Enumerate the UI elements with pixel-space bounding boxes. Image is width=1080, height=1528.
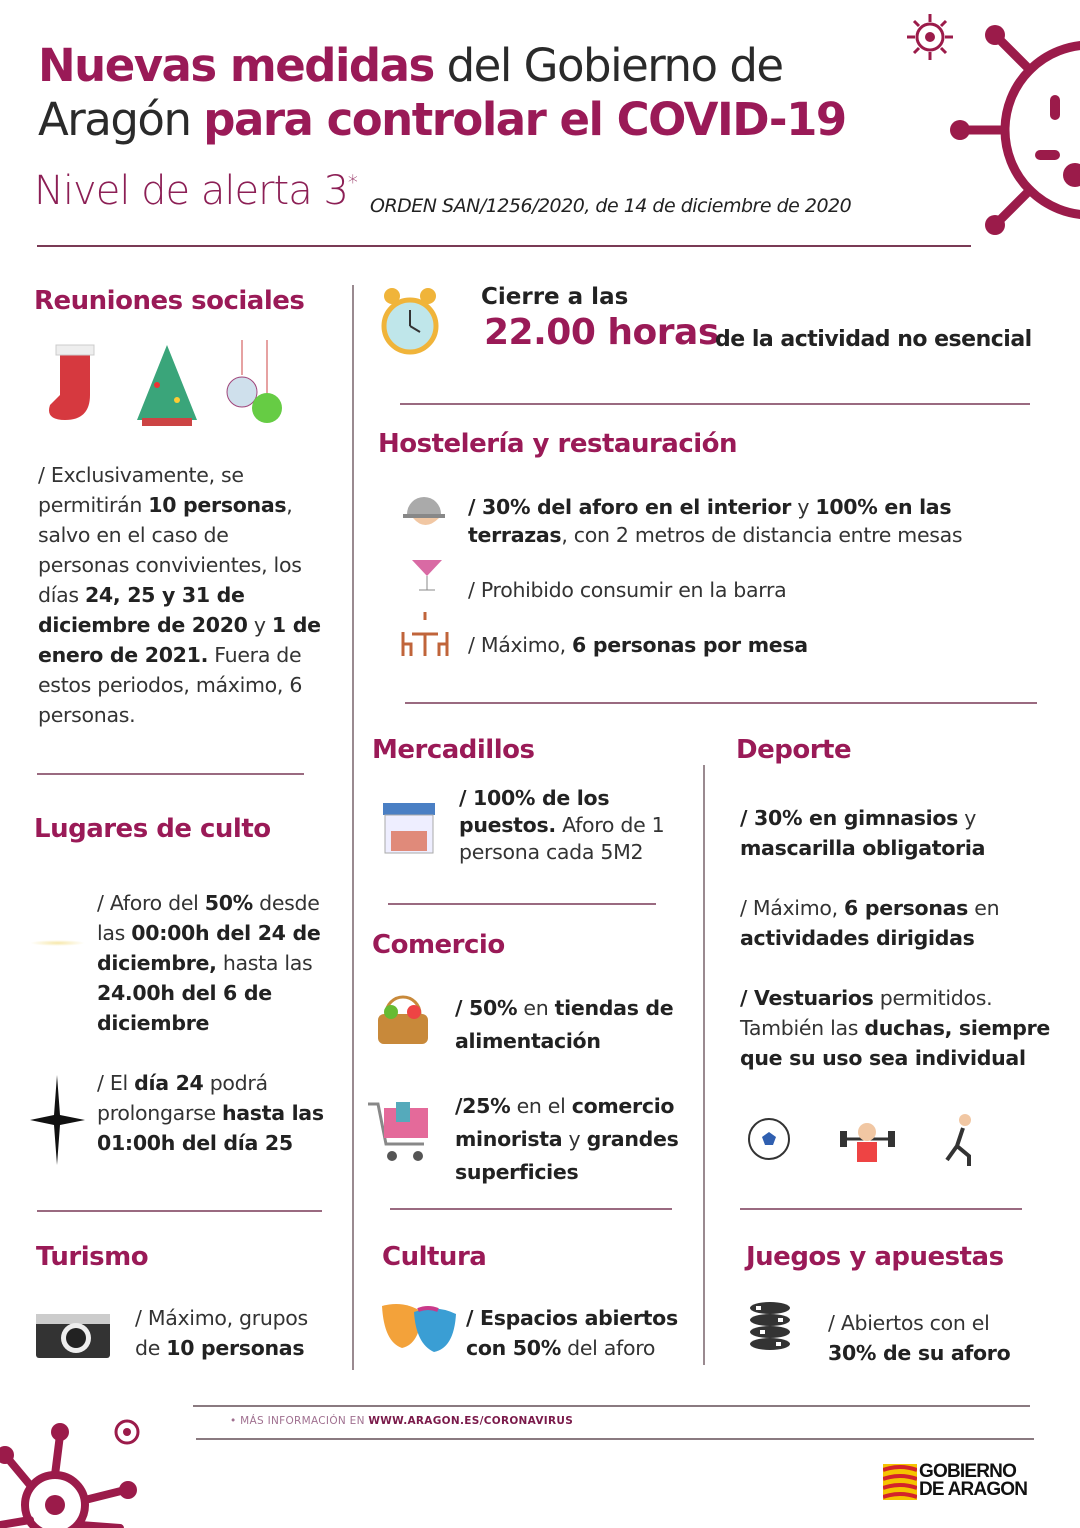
bold-text: / 50% (455, 996, 518, 1020)
bold-text: hasta las 01:00h del día 25 (97, 1101, 324, 1155)
text: / Abiertos con el (828, 1311, 990, 1335)
cultura-text (466, 1303, 696, 1363)
culto-item2 (97, 1068, 347, 1158)
shopping-cart-icon (368, 1100, 434, 1166)
divider (37, 773, 304, 775)
camera-icon (36, 1308, 110, 1358)
food-basket-icon (376, 992, 430, 1046)
bold-text: /25% (455, 1094, 511, 1118)
bold-text: 6 personas (844, 896, 969, 920)
divider (405, 702, 1037, 704)
text: del Gobierno de (433, 39, 783, 92)
reuniones-text (38, 460, 323, 730)
column-divider (703, 765, 705, 1365)
section-heading-mercadillos: Mercadillos (372, 735, 535, 765)
bold-text: grandes superficies (455, 1127, 679, 1184)
text: / Máximo, (740, 896, 845, 920)
text: / Exclusivamente, se permitirán (38, 463, 244, 517)
bold-text: / 30% del aforo en el interior (468, 495, 792, 519)
mercadillos-text (459, 785, 689, 866)
market-stall-icon (383, 803, 435, 855)
hosteleria-item-2 (468, 575, 1028, 605)
deporte-item-1 (740, 803, 1060, 863)
bold-text: / Vestuarios (740, 986, 874, 1010)
text: permitidos. También las (740, 986, 993, 1040)
section-heading-comercio: Comercio (372, 930, 505, 960)
page-title-line2 (38, 92, 846, 148)
divider (740, 1208, 1022, 1210)
turismo-text (135, 1303, 335, 1363)
curfew-time: 22.00 horas (484, 312, 719, 353)
cloche-icon (403, 490, 445, 530)
bold-text: / Espacios abiertos con 50% (466, 1306, 678, 1360)
alarm-clock-icon (380, 284, 440, 358)
more-info-prefix: MÁS INFORMACIÓN EN (240, 1415, 369, 1427)
bold-text: para controlar el COVID-19 (203, 93, 846, 146)
text: y (958, 806, 977, 830)
ornaments-icon (227, 340, 282, 423)
christmas-icons (42, 340, 292, 430)
weightlifter-icon (840, 1123, 895, 1162)
christmas-tree-icon (137, 345, 197, 426)
section-heading-juegos: Juegos y apuestas (746, 1242, 1004, 1272)
bold-text: tiendas de alimentación (455, 996, 674, 1053)
divider (37, 1210, 322, 1212)
more-info-link[interactable]: WWW.ARAGON.ES/CORONAVIRUS (368, 1415, 574, 1427)
divider (193, 1405, 1030, 1407)
text: del aforo (560, 1336, 656, 1360)
culto-item1 (97, 888, 347, 1038)
text: Aragón (38, 93, 204, 146)
logo-line1: GOBIERNO (919, 1461, 1017, 1482)
aragon-flag-icon (883, 1464, 917, 1500)
order-reference: ORDEN SAN/1256/2020, de 14 de diciembre de 2020 (370, 195, 852, 217)
bold-text: actividades dirigidas (740, 926, 975, 950)
bold-text: día 24 (134, 1071, 204, 1095)
text: / Máximo, grupos de (135, 1306, 308, 1360)
curfew-line1: Cierre a las (481, 284, 629, 310)
runner-icon (947, 1114, 971, 1166)
sport-icons (745, 1112, 985, 1168)
bold-text: 50% (204, 891, 253, 915)
text: en (517, 996, 555, 1020)
text: y (247, 613, 272, 637)
divider (196, 1438, 1034, 1440)
deporte-item-2 (740, 893, 1060, 953)
bold-text: 6 personas por mesa (572, 633, 808, 657)
bold-text: 1 de enero de 2021. (38, 613, 321, 667)
bold-text: 100% en las terrazas (468, 495, 952, 547)
alert-level-text: Nivel de alerta 3 (34, 168, 348, 214)
text: , salvo en el caso de personas convivientes, los días (38, 493, 302, 607)
comercio-item-1 (455, 992, 695, 1058)
text: / Aforo del (97, 891, 205, 915)
hosteleria-item-1 (468, 493, 1038, 549)
bold-text: comercio minorista (455, 1094, 675, 1151)
text: y (562, 1127, 587, 1151)
cocktail-icon (412, 550, 442, 594)
text: en (968, 896, 1000, 920)
bold-text: 24, 25 y 31 de diciembre de 2020 (38, 583, 248, 637)
text: Fuera de estos periodos, máximo, 6 personas. (38, 643, 303, 727)
bold-text: duchas, siempre que su uso sea individual (740, 1016, 1051, 1070)
divider (390, 1208, 672, 1210)
text: en el (510, 1094, 572, 1118)
section-heading-cultura: Cultura (382, 1242, 487, 1272)
section-heading-deporte: Deporte (736, 735, 852, 765)
comercio-item-2 (455, 1090, 695, 1189)
divider (37, 245, 971, 247)
section-heading-hosteleria: Hostelería y restauración (378, 429, 738, 459)
bold-text: / 100% de los puestos. (459, 786, 610, 837)
deporte-item-3 (740, 983, 1060, 1073)
page-title-line1 (38, 38, 783, 94)
poker-chips-icon (748, 1300, 792, 1358)
soccer-ball-icon (749, 1119, 789, 1159)
alert-asterisk: * (347, 170, 357, 195)
text: Aforo de 1 persona cada 5M2 (459, 813, 665, 864)
text: / El (97, 1071, 135, 1095)
small-virus-icon (905, 12, 955, 62)
table-chairs-icon (400, 612, 450, 658)
bold-text: 10 personas (166, 1336, 305, 1360)
bold-text: 30% de su aforo (828, 1341, 1011, 1365)
glow-icon (30, 940, 85, 946)
curfew-rest: de la actividad no esencial (715, 327, 1032, 352)
text: y (791, 495, 816, 519)
divider (400, 403, 1030, 405)
bold-text: 10 personas (148, 493, 287, 517)
sparkle-star-icon (30, 1075, 85, 1165)
bold-text: 24.00h del 6 de diciembre (97, 981, 272, 1035)
christmas-stocking-icon (49, 345, 94, 420)
text: podrá prolongarse (97, 1071, 268, 1125)
theater-masks-icon (380, 1300, 458, 1354)
text: hasta las (216, 951, 313, 975)
bold-text: Nuevas medidas (38, 39, 434, 92)
divider (388, 903, 656, 905)
more-info: • MÁS INFORMACIÓN EN WWW.ARAGON.ES/CORONAVIRUS (230, 1415, 574, 1427)
bold-text: mascarilla obligatoria (740, 836, 986, 860)
virus-decoration-bottom-icon (0, 1410, 150, 1528)
logo-line2: DE ARAGON (919, 1479, 1028, 1500)
column-divider (352, 285, 354, 1370)
hosteleria-item-3 (468, 630, 1028, 660)
text: , con 2 metros de distancia entre mesas (561, 523, 963, 547)
section-heading-turismo: Turismo (36, 1242, 149, 1272)
text: / Máximo, (468, 633, 573, 657)
bold-text: / 30% en gimnasios (740, 806, 959, 830)
section-heading-culto: Lugares de culto (34, 814, 271, 844)
text: / Prohibido consumir en la barra (468, 578, 787, 602)
juegos-text (828, 1308, 1038, 1368)
bold-text: 00:00h del 24 de diciembre, (97, 921, 321, 975)
virus-decoration-icon (940, 0, 1080, 260)
text: desde las (97, 891, 320, 945)
section-heading-reuniones: Reuniones sociales (34, 286, 305, 316)
alert-level (34, 168, 357, 214)
